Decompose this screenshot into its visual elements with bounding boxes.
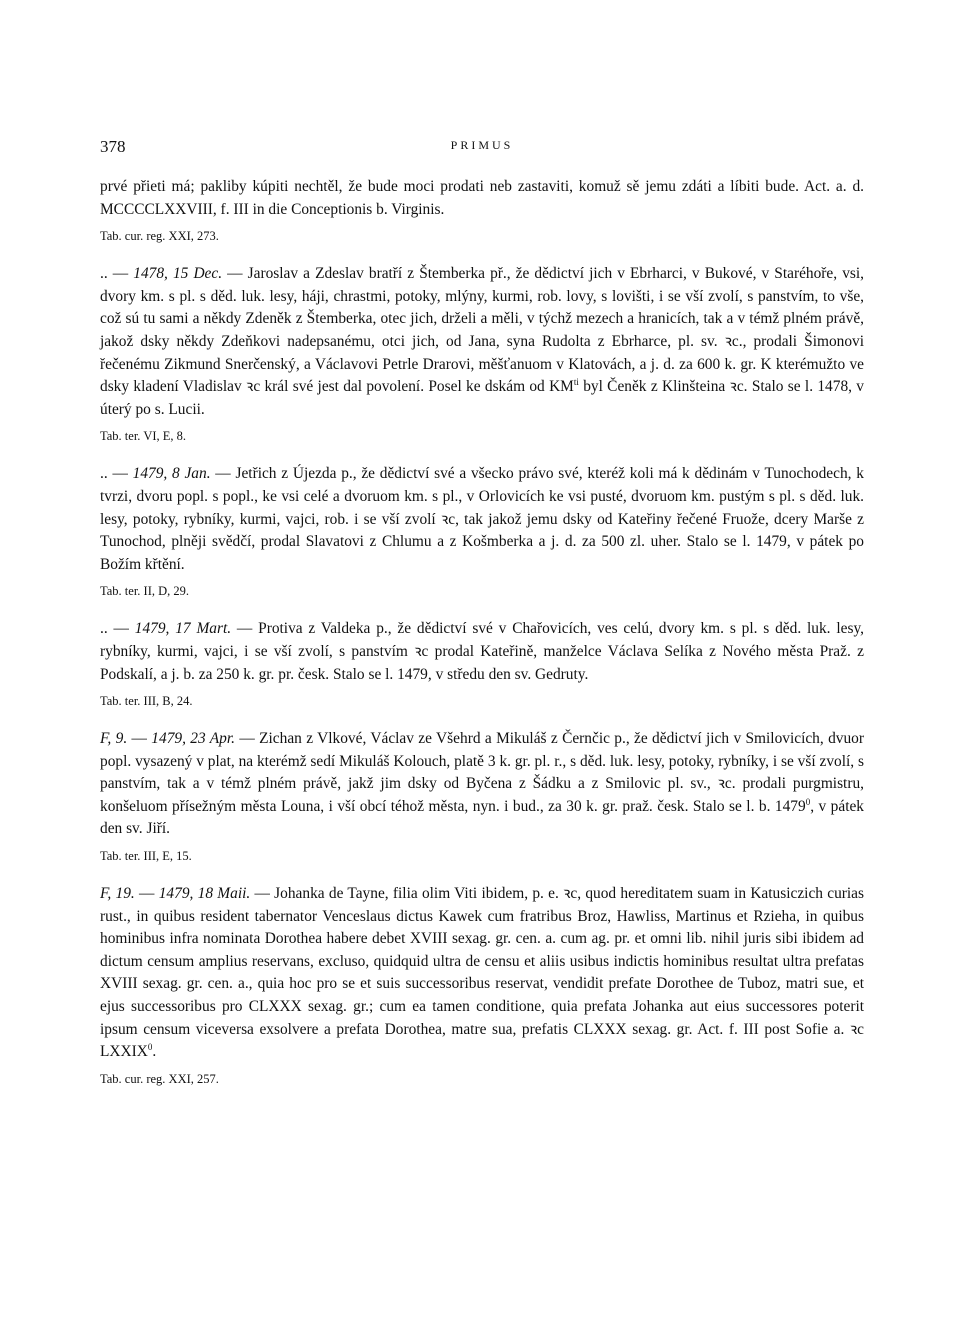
page-header: [100, 137, 864, 161]
entry-lead: ..: [100, 620, 108, 638]
entry-text: Protiva z Valdeka p., že dědictví své v Chařovicích, ves celú, dvory km. s pl. s děd. luk. lesy, rybníky, kurmi, vajci, i se vší zvolí, s panstvím ꝛc prodal Kateřině, manželce Václava Selíka z Nového města Praž. z Podskalí, a j. b. za 250 k. gr. pr. česk. Stalo se l. 1479, v středu den sv. Gedruty.: [100, 620, 864, 683]
entry-text: Jaroslav a Zdeslav bratří z Štemberka př., že dědictví jich v Ebrharci, v Bukové, v Staréhoře, vsi, dvory km. s pl. s děd. luk. lesy, háji, chrastmi, potoky, mlýny, kurmi, rob. lovy, s lovišti, i se vší zvolí, s panstvím, to vše, což sú tu sami a někdy Zdeněk z Štemberka, otec jich, drželi a měli, v týchž mezech a hranicích, tak a v témž plném právě, jakož dsky někdy Zdeňkovi nadepsanému, otci jich, od Jana, syna Rudolta z Ebrharce, pl. sv. ꝛc., prodali Šimonovi řečenému Zikmund Snerčenský, a Václavovi Petrle Drarovi, měšťanuom v Klatovách, a j. d. za 600 k. gr. K kterémužto ve dsky kladení Vladislav ꝛc král své jest dal povolení. Posel ke dskám od KM: [100, 265, 864, 396]
entry-reference: Tab. ter. VI, E, 8.: [100, 429, 187, 444]
page-content: [100, 176, 864, 1088]
entry-lead: ..: [100, 465, 108, 483]
entry-text-after: byl Čeněk z Klinšteina ꝛc. Stalo se l. 1478, v úterý po s. Lucii.: [100, 378, 864, 418]
entry-lead: F, 19.: [100, 885, 135, 903]
entry-1479-17-mart: [100, 618, 864, 710]
entry-lead: ..: [100, 265, 108, 283]
entry-1479-8-jan: [100, 463, 864, 600]
entry-date: 1479, 18 Maii.: [158, 885, 251, 903]
entry-superscript: 0: [147, 1042, 153, 1053]
entry-reference: Tab. cur. reg. XXI, 257.: [100, 1071, 219, 1086]
page-number: 378: [100, 137, 126, 156]
entry-text-after: .: [152, 1043, 157, 1061]
entry-superscript: ti: [573, 377, 579, 388]
intro-reference: Tab. cur. reg. XXI, 273.: [100, 229, 219, 244]
entry-1479-18-maii: [100, 883, 864, 1088]
entry-paragraph: .. — 1479, 8 Jan. — Jetřich z Újezda p., že dědictví své a všecko právo své, kteréž koli má k dědinám v Tunochodech, k tvrzi, dvoru popl. s popl., ke vsi celé a dvoruom km. s pl., v Orlovicích ke vsi pusté, dvoruom km. pustým s pl. s děd. luk. lesy, potoky, rybníky, kurmi, vajci, rob. i se vší zvolí ꝛc, tak jakož jemu dsky od Kateřiny řečené Fruože, dcery Marše z Tunochod, plněji svědčí, prodal Slavatovi z Chlumu a z Košmberka a j. d. za 500 zl. uher. Stalo se l. 1479, v pátek po Božím křtění.: [100, 465, 864, 573]
entry-paragraph: .. — 1478, 15 Dec. — Jaroslav a Zdeslav bratří z Štemberka př., že dědictví jich v Ebrharci, v Bukové, v Staréhoře, vsi, dvory km. s pl. s děd. luk. lesy, háji, chrastmi, potoky, mlýny, kurmi, rob. lovy, s lovišti, i se vší zvolí, s panstvím, to vše, což sú tu sami a někdy Zdeněk z Štemberka, otec jich, drželi a měli, v týchž mezech a hranicích, tak a v témž plném právě, jakož dsky někdy Zdeňkovi nadepsanému, otci jich, od Jana, syna Rudolta z Ebrharce, pl. sv. ꝛc., prodali Šimonovi řečenému Zikmund Snerčenský, a Václavovi Petrle Drarovi, měšťanuom v Klatovách, a j. d. za 600 k. gr. K kterémužto ve dsky kladení Vladislav ꝛc král své jest dal povolení. Posel ke dskám od $KM^{ti}$ byl Čeněk z Klinšteina ꝛc. Stalo se l. 1478, v úterý po s. Lucii.: [100, 265, 864, 418]
running-title: PRIMUS: [450, 138, 514, 152]
entry-text: Johanka de Tayne, filia olim Viti ibidem, p. e. ꝛc, quod hereditatem suam in Katusiczich curias rust., in quibus resident tabernator Venceslaus dictus Kawek cum fratribus Broz, Hawliss, Martinus et Rzieha, in quibus hominibus infra nominata Dorothea habere debet XVIII sexag. gr. cen. a. cum ag. pr. et omni lib. nihil juris sibi ibidem ad dictum censum amplius reservans, excluso, quidquid ultra de censu et aliis usibus indictis hominibus resultat ultra prefatas XVIII sexag. gr. cen. a., quia hoc pro se et suis successoribus reservat, vendidit prefate Dorothee de Tuboz, matri sue, et ejus successoribus pro CLXXX sexag. gr.; cum ea tamen conditione, quia prefata Johanka aut eius successores poterit ipsum censum viceversa exsolvere a prefata Dorothea, matre sua, prefatis CLXXX sexag. gr. Act. f. III post Sofie a. ꝛc LXXIX: [100, 885, 864, 1061]
entry-reference: Tab. ter. II, D, 29.: [100, 584, 190, 599]
entry-paragraph: F, 9. — 1479, 23 Apr. — Zichan z Vlkové, Václav ze Všehrd a Mikuláš z Černčic p., že dědictví jich v Smilovicích, dvuor popl. vysazený v plat, na kterémž sedí Mikuláš Kolouch, platě 3 k. gr. pl. r., s děd. luk. lesy, potoky, rybníky, i se vší zvolí, s panstvím, tak a v témž plném právě, jakž jim dsky od Byčena z Šádku a z Smilovic pl. sv., ꝛc. prodali purgmistru, konšeluom přísežným města Louna, i vší obcí téhož města, nyn. i bud., za 30 k. gr. praž. česk. Stalo se l. b. 1479$^0$, v pátek den sv. Jiří.: [100, 730, 864, 838]
entry-reference: Tab. ter. III, E, 15.: [100, 849, 192, 864]
entry-1479-23-apr: [100, 728, 864, 865]
entry-lead: F, 9.: [100, 730, 128, 748]
entry-date: 1479, 8 Jan.: [132, 465, 211, 483]
entry-reference: Tab. ter. III, B, 24.: [100, 694, 193, 709]
entry-date: 1478, 15 Dec.: [133, 265, 223, 283]
entry-superscript: 0: [805, 796, 811, 807]
entry-paragraph: .. — 1479, 17 Mart. — Protiva z Valdeka p., že dědictví své v Chařovicích, ves celú, dvory km. s pl. s děd. luk. lesy, rybníky, kurmi, vajci, i se vší zvolí, s panstvím ꝛc prodal Kateřině, manželce Václava Selíka z Nového města Praž. z Podskalí, a j. b. za 250 k. gr. pr. česk. Stalo se l. 1479, v středu den sv. Gedruty.: [100, 620, 864, 683]
entry-paragraph: F, 19. — 1479, 18 Maii. — Johanka de Tayne, filia olim Viti ibidem, p. e. ꝛc, quod hereditatem suam in Katusiczich curias rust., in quibus resident tabernator Venceslaus dictus Kawek cum fratribus Broz, Hawliss, Martinus et Rzieha, in quibus hominibus infra nominata Dorothea habere debet XVIII sexag. gr. cen. a. cum ag. pr. et omni lib. nihil juris sibi ibidem ad dictum censum amplius reservans, excluso, quidquid ultra de censu et aliis usibus indictis hominibus resultat ultra prefatas XVIII sexag. gr. cen. a., quia hoc pro se et suis successoribus reservat, vendidit prefate Dorothee de Tuboz, matri sue, et ejus successoribus pro CLXXX sexag. gr.; cum ea tamen conditione, quia prefata Johanka aut eius successores poterit ipsum censum viceversa exsolvere a prefata Dorothea, matre sua, prefatis CLXXX sexag. gr. Act. f. III post Sofie a. ꝛc LXXIX$^0$.: [100, 885, 864, 1061]
intro-paragraph: prvé přieti má; pakliby kúpiti nechtěl, že bude moci prodati neb zastaviti, komuž sě jemu zdáti a líbiti bude. Act. a. d. MCCCCLXXVIII, f. III in die Conceptionis b. Virginis.: [100, 178, 864, 218]
entry-1478-15-dec: [100, 263, 864, 445]
entry-text-after: , v pátek den sv. Jiří.: [100, 797, 864, 838]
entry-text: Jetřich z Újezda p., že dědictví své a všecko právo své, kteréž koli má k dědinám v Tunochodech, k tvrzi, dvoru popl. s popl., ke vsi celé a dvoruom km. s pl., v Orlovicích ke vsi pusté, dvoruom km. pustým s pl. s děd. luk. lesy, potoky, rybníky, kurmi, vajci, rob. i se vší zvolí ꝛc, tak jakož jemu dsky od Kateřiny řečené Fruože, dcery Marše z Tunochod, plněji svědčí, prodal Slavatovi z Chlumu a z Košmberka a j. d. za 500 zl. uher. Stalo se l. 1479, v pátek po Božím křtění.: [100, 465, 864, 573]
entry-date: 1479, 17 Mart.: [134, 620, 232, 638]
entry-date: 1479, 23 Apr.: [151, 730, 235, 748]
entry-text: Zichan z Vlkové, Václav ze Všehrd a Mikuláš z Černčic p., že dědictví jich v Smilovicích, dvuor popl. vysazený v plat, na kterémž sedí Mikuláš Kolouch, platě 3 k. gr. pl. r., s děd. luk. lesy, potoky, rybníky, i se vší zvolí, s panstvím, tak a v témž plném právě, jakž jim dsky od Byčena z Šádku a z Smilovic pl. sv., ꝛc. prodali purgmistru, konšeluom přísežným města Louna, i vší obcí téhož města, nyn. i bud., za 30 k. gr. praž. česk. Stalo se l. b. 1479: [100, 730, 864, 815]
